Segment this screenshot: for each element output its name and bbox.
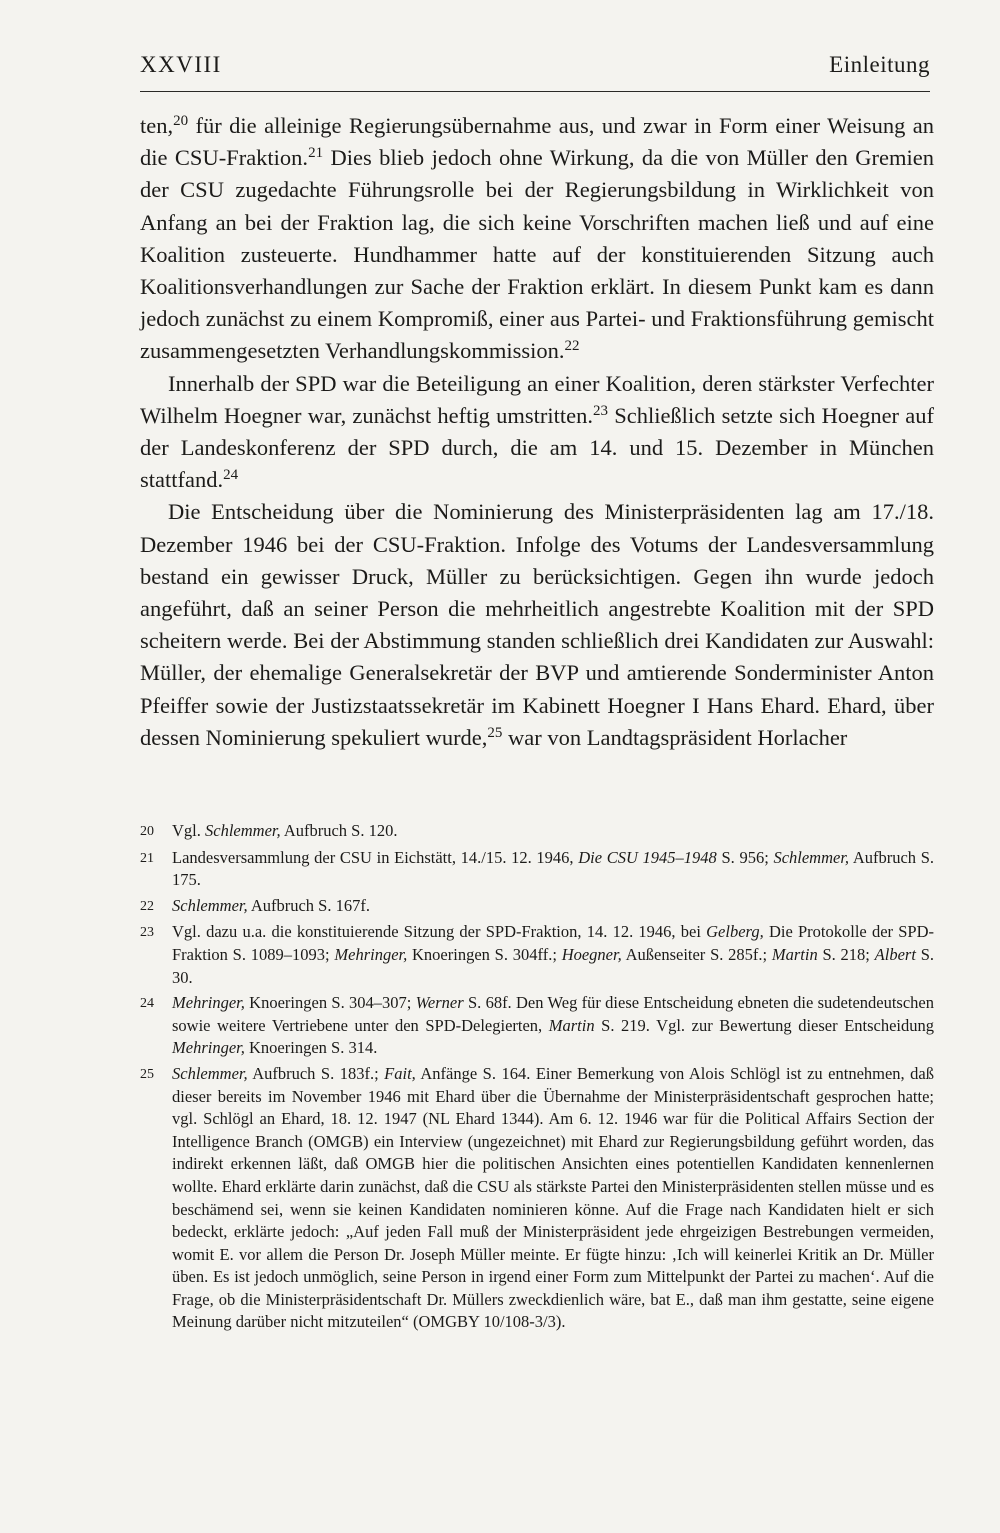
- footnote-number: 21: [140, 850, 154, 866]
- footnote-ref: 22: [564, 338, 580, 355]
- footnote: [140, 820, 934, 844]
- text-run: für die alleinige Regierungsübernahme aus, und zwar in Form einer Weisung an die CSU-Fraktion.: [140, 113, 934, 171]
- text-run: Dies blieb jedoch ohne Wirkung, da die von Müller den Gremien der CSU zugedachte Führungsrolle bei der Regierungsbildung in Wirklichkeit von Anfang an bei der Fraktion lag, die sich keine Vorschriften machen ließ und auf eine Koalition zusteuerte. Hundhammer hatte auf der konstituierenden Sitzung auch Koalitionsverhandlungen zur Sache der Fraktion erklärt. In diesem Punkt kam es dann jedoch zunächst zu einem Kompromiß, einer aus Partei- und Fraktionsführung gemischt zusammengesetzten Verhandlungskommission.: [140, 145, 934, 364]
- author-name: Werner: [415, 993, 464, 1013]
- text-run: ten,: [140, 113, 174, 138]
- paragraph: [140, 110, 934, 368]
- running-title: Einleitung: [829, 52, 930, 77]
- footnote-ref: 23: [592, 402, 608, 419]
- author-name: Schlemmer,: [773, 847, 850, 867]
- author-name: Schlemmer,: [172, 895, 248, 915]
- author-name: Mehringer,: [334, 944, 408, 964]
- author-name: Schlemmer,: [205, 821, 281, 840]
- text-run: S. 218;: [817, 944, 875, 964]
- footnote-number: 23: [140, 925, 154, 941]
- text-run: Knoeringen S. 304ff.;: [407, 944, 562, 964]
- author-name: Schlemmer,: [172, 1063, 248, 1083]
- text-run: Knoeringen S. 314.: [244, 1038, 378, 1058]
- footnote-ref: 20: [173, 113, 189, 129]
- author-name: Martin: [548, 1015, 595, 1035]
- running-head: [140, 52, 930, 86]
- text-run: Knoeringen S. 304–307;: [244, 993, 416, 1013]
- text-run: Aufbruch S. 175.: [172, 847, 935, 890]
- text-run: war von Landtagspräsident Horlacher: [502, 724, 848, 750]
- text-run: Die Protokolle der SPD-Fraktion S. 1089–1093;: [172, 922, 934, 964]
- footnote-ref: 21: [308, 145, 324, 162]
- footnote-text: [172, 992, 934, 1060]
- author-name: Mehringer,: [172, 1038, 245, 1058]
- footnote: [140, 847, 934, 892]
- main-text: [140, 110, 934, 754]
- footnote-text: [172, 921, 934, 989]
- text-run: Vgl. dazu u.a. die konstituierende Sitzung der SPD-Fraktion, 14. 12. 1946, bei: [172, 922, 707, 942]
- text-run: S. 68f. Den Weg für diese Entscheidung ebneten die sudetendeutschen sowie weitere Vertriebene unter den SPD-Delegierten,: [172, 993, 934, 1035]
- text-run: Außenseiter S. 285f.;: [621, 944, 772, 964]
- footnote: [140, 895, 934, 919]
- author-name: Martin: [771, 944, 818, 964]
- text-run: Innerhalb der SPD war die Beteiligung an einer Koalition, deren stärkster Verfechter Wilhelm Hoegner war, zunächst heftig umstritten.: [140, 370, 934, 428]
- text-run: S. 956;: [716, 847, 774, 867]
- footnote-number: 20: [140, 824, 154, 839]
- text-run: Aufbruch S. 120.: [280, 821, 398, 840]
- paragraph: [140, 496, 934, 754]
- text-run: S. 219. Vgl. zur Bewertung dieser Entscheidung: [594, 1015, 935, 1035]
- text-run: S. 30.: [172, 944, 934, 987]
- text-run: Anfänge S. 164. Einer Bemerkung von Alois Schlögl ist zu entnehmen, daß dieser bereits im November 1946 mit Ehard über die Übernahme der Ministerpräsidentschaft gesprochen hatte; vgl. Schlögl an Ehard, 18. 12. 1947 (NL Ehard 1344). Am 6. 12. 1946 war für die Political Affairs Section der Intelligence Branch (OMGB) ein Interview (ungezeichnet) mit Ehard zur Regierungsbildung geführt worden, das indirekt erkennen läßt, daß OMGB hier die politischen Ansichten eines potentiellen Kandidaten kennenlernen wollte. Ehard erklärte darin zunächst, daß die CSU als stärkste Partei den Ministerpräsidenten stellen müsse und es beschämend sei, wenn sie keinen Kandidaten nominieren könne. Auf die Frage nach Kandidaten hielt er sich bedeckt, erklärte jedoch: „Auf jeden Fall muß der Ministerpräsident jede ehrgeizigen Bestrebungen vermeiden, womit E. vor allem die Person Dr. Joseph Müller meinte. Er fügte hinzu: ‚Ich will keinerlei Kritik an Dr. Müller üben. Es ist jedoch unmöglich, seine Person in irgend einer Form zum Mittelpunkt der Partei zu machen‘. Auf die Frage, ob die Ministerpräsidentschaft Dr. Müllers zweckdienlich wäre, bat E., daß man ihm gestatte, seine eigene Meinung darüber nicht mitzuteilen“ (OMGBY 10/108-3/3).: [172, 1063, 934, 1332]
- author-name: Gelberg,: [706, 922, 764, 942]
- footnote: [140, 1063, 934, 1334]
- text-run: Vgl.: [172, 821, 205, 840]
- footnote-ref: 24: [223, 467, 239, 484]
- source-title: Die CSU 1945–1948: [578, 847, 717, 867]
- footnote: [140, 921, 934, 989]
- author-name: Hoegner,: [561, 944, 622, 964]
- footnote-text: [172, 895, 934, 919]
- text-run: Aufbruch S. 183f.;: [247, 1063, 385, 1083]
- footnote-ref: 25: [487, 724, 503, 741]
- page-number: XXVIII: [140, 52, 222, 77]
- footnote-number: 25: [140, 1066, 154, 1082]
- text-run: Schließlich setzte sich Hoegner auf der Landeskonferenz der SPD durch, die am 14. und 15. Dezember in München stattfand.: [140, 402, 935, 493]
- footnote-text: [172, 820, 934, 844]
- author-name: Fait,: [384, 1063, 416, 1083]
- footnotes: [140, 820, 934, 1337]
- footnote-text: [172, 847, 934, 892]
- author-name: Albert: [874, 944, 916, 964]
- footnote-number: 22: [140, 898, 154, 914]
- footnote-text: [172, 1063, 934, 1334]
- text-run: Aufbruch S. 167f.: [247, 895, 370, 915]
- text-run: Landesversammlung der CSU in Eichstätt, 14./15. 12. 1946,: [172, 847, 579, 867]
- header-rule: [140, 91, 930, 92]
- paragraph: [140, 368, 934, 497]
- author-name: Mehringer,: [172, 993, 245, 1013]
- text-run: Die Entscheidung über die Nominierung des Ministerpräsidenten lag am 17./18. Dezember 1946 bei der CSU-Fraktion. Infolge des Votums der Landesversammlung bestand ein gewisser Druck, Müller zu berücksichtigen. Gegen ihn wurde jedoch angeführt, daß an seiner Person die mehrheitlich angestrebte Koalition mit der SPD scheitern werde. Bei der Abstimmung standen schließlich drei Kandidaten zur Auswahl: Müller, der ehemalige Generalsekretär der BVP und amtierende Sonderminister Anton Pfeiffer sowie der Justizstaatssekretär im Kabinett Hoegner I Hans Ehard. Ehard, über dessen Nominierung spekuliert wurde,: [140, 499, 934, 750]
- footnote: [140, 992, 934, 1060]
- footnote-number: 24: [140, 996, 154, 1012]
